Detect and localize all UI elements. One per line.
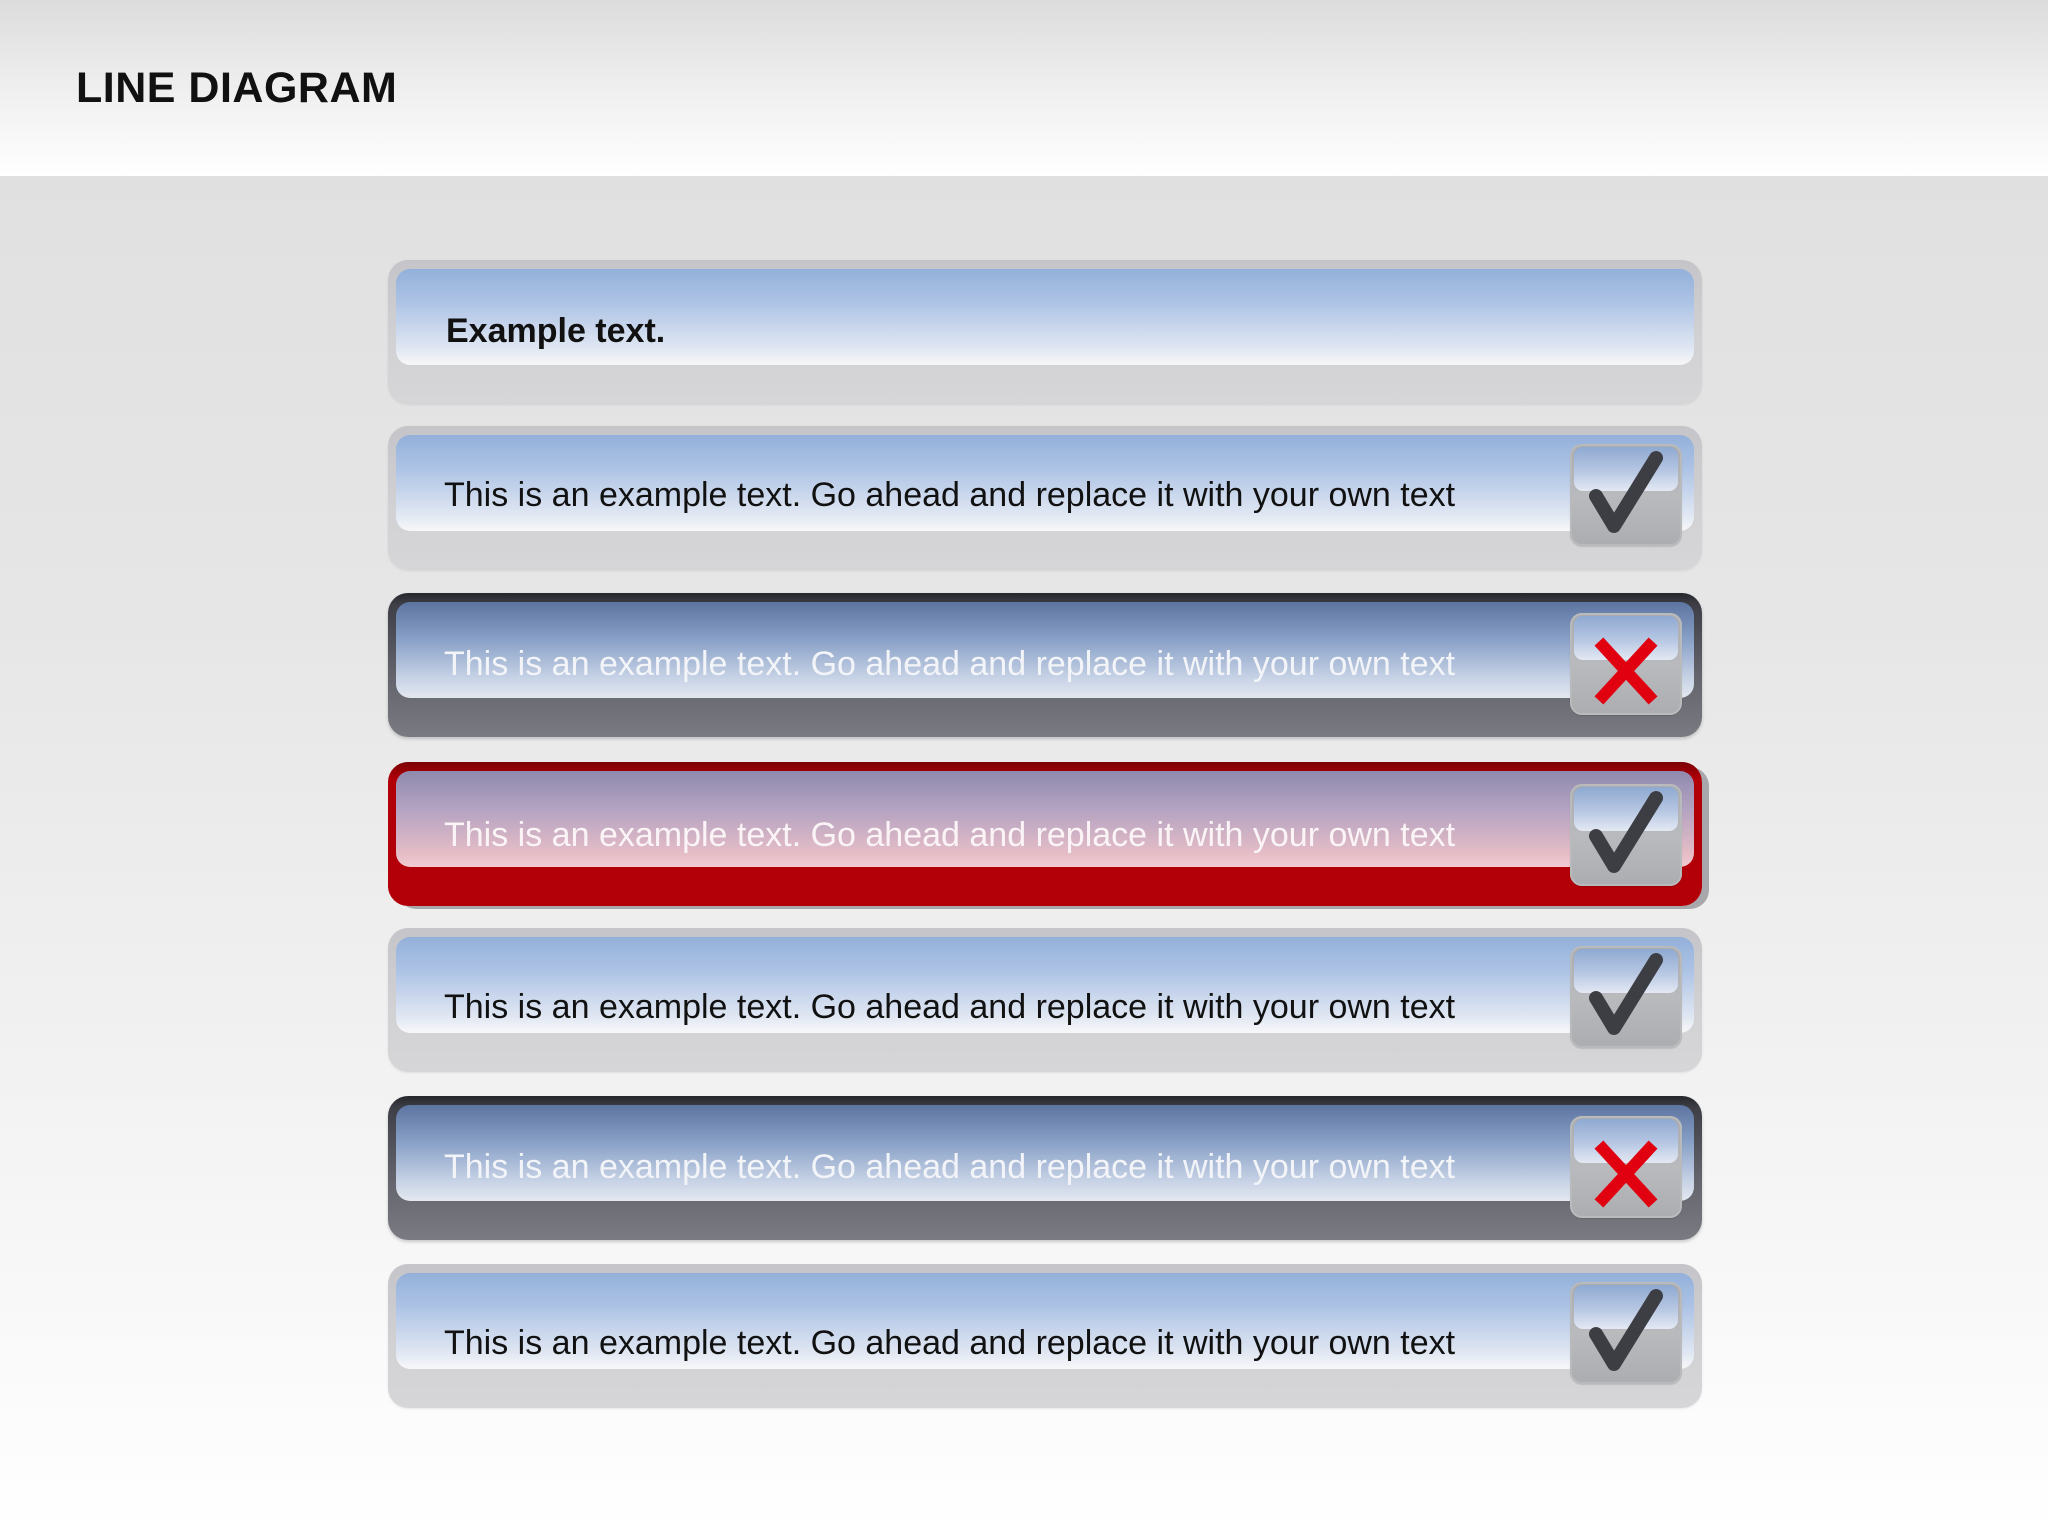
status-box (1570, 784, 1682, 886)
check-icon (1570, 444, 1682, 546)
status-box (1570, 1282, 1682, 1384)
diagram-row-6 (388, 1096, 1702, 1240)
check-icon (1570, 946, 1682, 1048)
row-label: This is an example text. Go ahead and replace it with your own text (444, 1324, 1456, 1362)
status-box (1570, 613, 1682, 715)
row-label: This is an example text. Go ahead and replace it with your own text (444, 988, 1456, 1026)
page-title: LINE DIAGRAM (76, 64, 398, 112)
diagram-row-2 (388, 426, 1702, 570)
cross-icon (1570, 613, 1682, 715)
row-label: This is an example text. Go ahead and replace it with your own text (444, 1148, 1456, 1186)
row-label: This is an example text. Go ahead and replace it with your own text (444, 816, 1456, 854)
header-band (0, 0, 2048, 176)
diagram-row-1 (388, 260, 1702, 404)
diagram-row-4 (388, 762, 1702, 906)
status-box (1570, 444, 1682, 546)
check-icon (1570, 784, 1682, 886)
row-label: This is an example text. Go ahead and replace it with your own text (444, 476, 1456, 514)
row-label: This is an example text. Go ahead and replace it with your own text (444, 645, 1456, 683)
status-box (1570, 1116, 1682, 1218)
cross-icon (1570, 1116, 1682, 1218)
row-label: Example text. (446, 312, 666, 350)
check-icon (1570, 1282, 1682, 1384)
diagram-row-5 (388, 928, 1702, 1072)
diagram-row-7 (388, 1264, 1702, 1408)
status-box (1570, 946, 1682, 1048)
diagram-row-3 (388, 593, 1702, 737)
